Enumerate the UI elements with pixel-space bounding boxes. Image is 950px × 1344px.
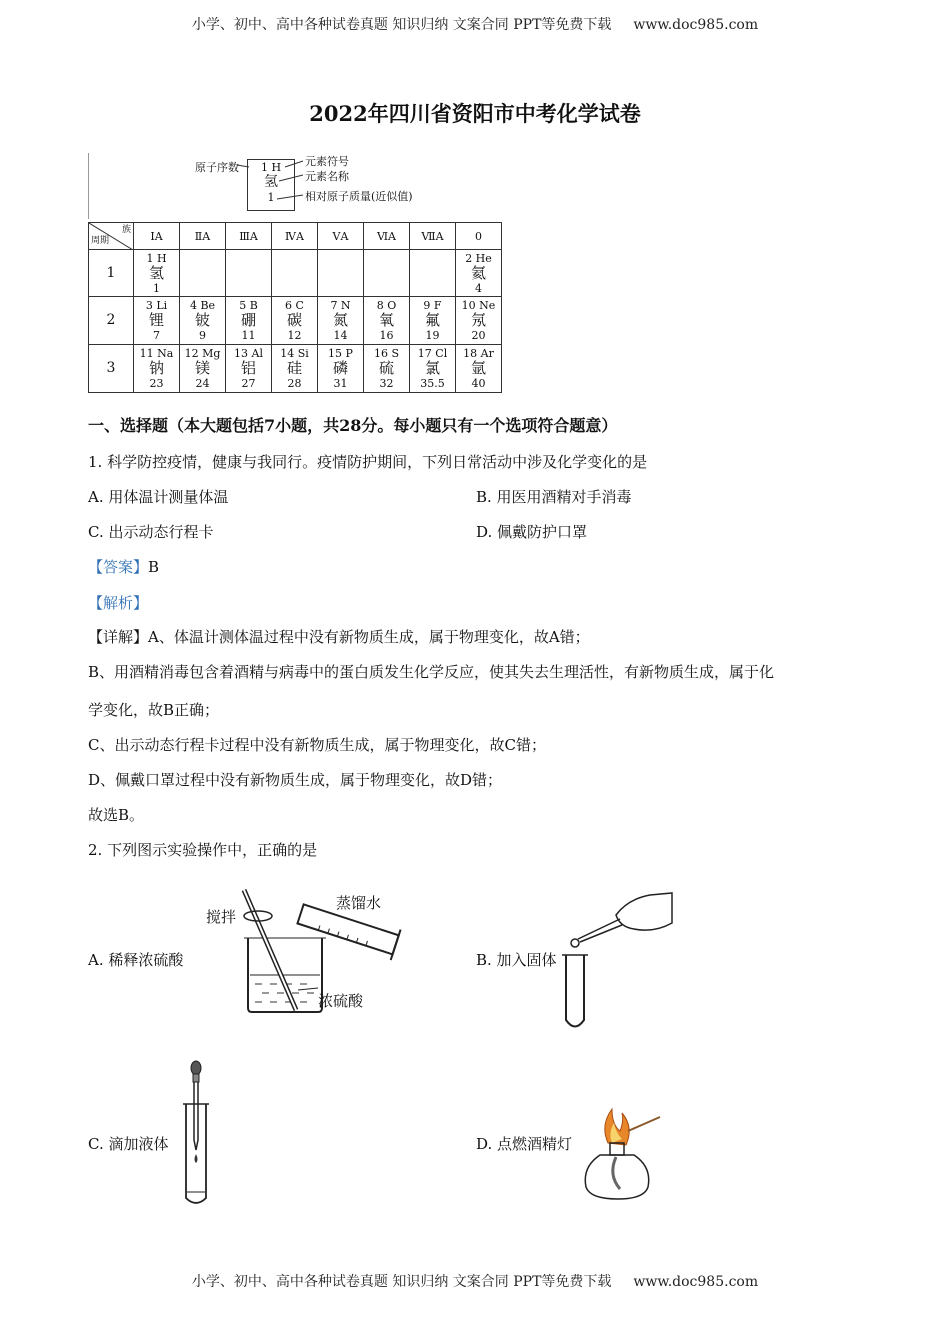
header-text: 小学、初中、高中各种试卷真题 知识归纳 文案合同 PPT等免费下载 (191, 17, 612, 33)
alcohol-lamp-illustration (578, 1105, 668, 1205)
empty-cell (364, 250, 410, 297)
element-cell: 7 N 氮 14 (318, 297, 364, 345)
group-header: ⅢA (226, 223, 272, 250)
q2-option-b: B. 加入固体 (476, 951, 557, 969)
legend-atomic-number: 原子序数 (195, 161, 239, 174)
empty-cell (410, 250, 456, 297)
group-header: ⅦA (410, 223, 456, 250)
periodic-table (88, 222, 502, 393)
page-footer (0, 1271, 950, 1291)
page-header (0, 14, 950, 34)
header-site[interactable]: www.doc985.com (633, 17, 759, 33)
legend-name: 元素名称 (305, 170, 349, 183)
element-cell: 11 Na 钠 23 (134, 345, 180, 393)
figure-drop-liquid (176, 1058, 216, 1208)
group-header: ⅥA (364, 223, 410, 250)
empty-cell (226, 250, 272, 297)
element-legend (88, 153, 509, 219)
group-header: ⅤA (318, 223, 364, 250)
q1-detail-line: C、出示动态行程卡过程中没有新物质生成，属于物理变化，故C错； (88, 736, 546, 754)
element-cell: 10 Ne 氖 20 (456, 297, 502, 345)
q2-option-d: D. 点燃酒精灯 (476, 1135, 573, 1153)
element-cell: 16 S 硫 32 (364, 345, 410, 393)
corner-period-label: 周期 (91, 236, 110, 246)
group-header: ⅡA (180, 223, 226, 250)
q2-option-a: A. 稀释浓硫酸 (88, 951, 184, 969)
q1-option-b: B. 用医用酒精对手消毒 (476, 488, 632, 506)
group-header: 0 (456, 223, 502, 250)
footer-site[interactable]: www.doc985.com (633, 1274, 759, 1290)
figure-light-lamp (578, 1105, 668, 1205)
legend-box-name: 氢 (264, 174, 278, 190)
element-cell: 9 F 氟 19 (410, 297, 456, 345)
element-cell: 6 C 碳 12 (272, 297, 318, 345)
footer-text: 小学、初中、高中各种试卷真题 知识归纳 文案合同 PPT等免费下载 (191, 1274, 612, 1290)
q1-stem: 1. 科学防控疫情，健康与我同行。疫情防护期间，下列日常活动中涉及化学变化的是 (88, 453, 648, 471)
element-cell: 3 Li 锂 7 (134, 297, 180, 345)
q2-option-c: C. 滴加液体 (88, 1135, 169, 1153)
q1-detail-line: 【详解】A、体温计测体温过程中没有新物质生成，属于物理变化，故A错； (88, 628, 590, 646)
period-label: 1 (89, 250, 134, 297)
element-cell: 12 Mg 镁 24 (180, 345, 226, 393)
element-cell: 17 Cl 氯 35.5 (410, 345, 456, 393)
group-header: ⅠA (134, 223, 180, 250)
element-cell: 5 B 硼 11 (226, 297, 272, 345)
q1-detail-line: 故选B。 (88, 806, 145, 824)
legend-symbol: 元素符号 (305, 155, 349, 168)
empty-cell (180, 250, 226, 297)
empty-cell (272, 250, 318, 297)
element-cell: 1 H 氢 1 (134, 250, 180, 297)
figure-dilute-acid (200, 880, 410, 1020)
q1-detail-line: D、佩戴口罩过程中没有新物质生成，属于物理变化，故D错； (88, 771, 503, 789)
q2-stem: 2. 下列图示实验操作中，正确的是 (88, 841, 318, 859)
page-title: 2022年四川省资阳市中考化学试卷 (309, 101, 641, 126)
answer-label: 【答案】 (88, 558, 149, 576)
label-distilled-water: 蒸馏水 (336, 894, 382, 912)
legend-leaders (89, 153, 509, 219)
legend-mass: 相对原子质量(近似值) (305, 190, 413, 203)
q1-option-a: A. 用体温计测量体温 (88, 488, 229, 506)
legend-box-symbol: 1 H (260, 161, 282, 174)
figure-add-solid (550, 885, 680, 1030)
analysis-label: 【解析】 (88, 594, 149, 612)
element-cell: 8 O 氧 16 (364, 297, 410, 345)
q1-answer (88, 556, 159, 577)
element-cell: 14 Si 硅 28 (272, 345, 318, 393)
element-cell: 2 He 氦 4 (456, 250, 502, 297)
period-label: 2 (89, 297, 134, 345)
q1-option-c: C. 出示动态行程卡 (88, 523, 214, 541)
period-label: 3 (89, 345, 134, 393)
label-conc-acid: 浓硫酸 (318, 992, 364, 1010)
section-heading: 一、选择题（本大题包括7小题，共28分。每小题只有一个选项符合题意） (88, 416, 618, 435)
element-cell: 15 P 磷 31 (318, 345, 364, 393)
legend-box-mass: 1 (267, 191, 275, 204)
q1-option-d: D. 佩戴防护口罩 (476, 523, 588, 541)
q1-detail-line: 学变化，故B正确； (88, 701, 220, 719)
element-cell: 13 Al 铝 27 (226, 345, 272, 393)
label-stir: 搅拌 (206, 908, 237, 926)
test-tube-tweezers-illustration (550, 885, 680, 1030)
corner-group-label: 族 (121, 225, 131, 235)
empty-cell (318, 250, 364, 297)
element-cell: 18 Ar 氩 40 (456, 345, 502, 393)
group-header: ⅣA (272, 223, 318, 250)
q1-detail-line: B、用酒精消毒包含着酒精与病毒中的蛋白质发生化学反应，使其失去生理活性，有新物质生成，属于化 (88, 663, 775, 681)
table-corner (89, 223, 134, 250)
element-cell: 4 Be 铍 9 (180, 297, 226, 345)
answer-value: B (148, 558, 160, 576)
dropper-tube-illustration (176, 1058, 216, 1208)
